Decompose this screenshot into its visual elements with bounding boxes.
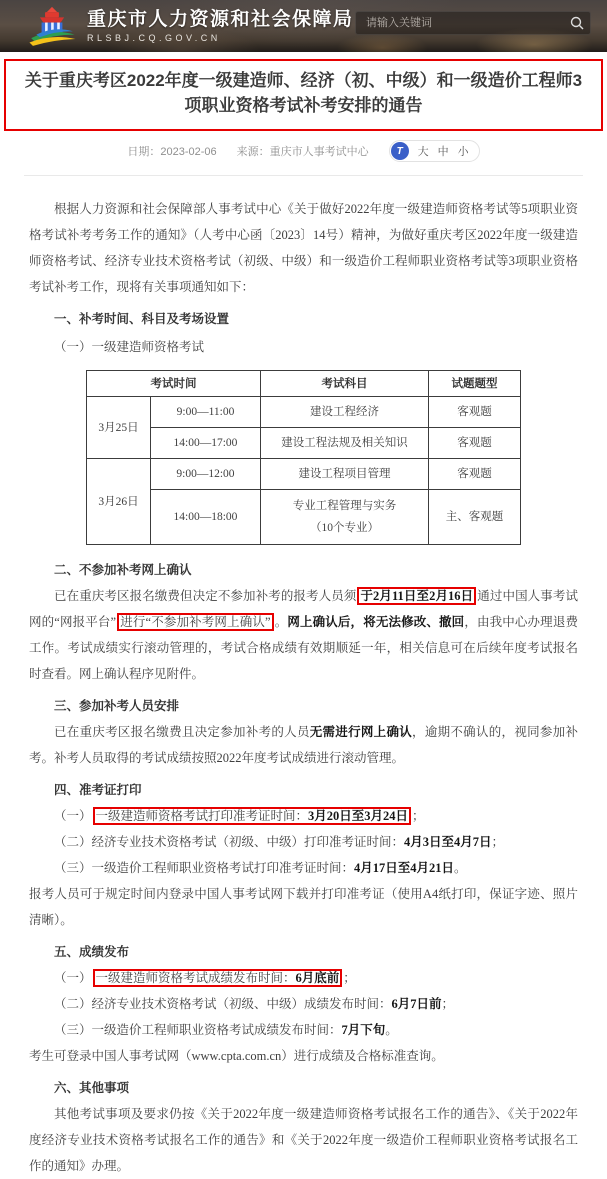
item-suffix: 。	[454, 861, 467, 875]
item-date: 4月17日至4月21日	[354, 861, 455, 875]
col-header-exam-subject: 考试科目	[261, 371, 429, 397]
table-row	[87, 490, 521, 545]
item-suffix: ；	[412, 809, 425, 823]
font-large-button[interactable]: 大	[417, 146, 429, 158]
text-segment: 已在重庆考区报名缴费且决定参加补考的人员	[54, 725, 310, 739]
item-suffix: ；	[441, 997, 455, 1011]
print-time-annotation	[93, 807, 412, 825]
question-type-cell: 客观题	[429, 397, 521, 428]
exam-subject-line2: （10个专业）	[310, 522, 379, 534]
item-text: （二）经济专业技术资格考试（初级、中级）成绩发布时间：	[54, 997, 392, 1011]
col-header-exam-time: 考试时间	[87, 371, 261, 397]
exam-time-cell: 9:00—11:00	[151, 397, 261, 428]
table-header-row	[87, 371, 521, 397]
meta-source: 来源：重庆市人事考试中心	[236, 146, 369, 158]
font-size-widget	[389, 140, 480, 162]
exam-subject-cell	[261, 490, 429, 545]
item-date: 4月3日至4月7日	[404, 835, 492, 849]
section5-note: 考生可登录中国人事考试网（www.cpta.com.cn）进行成绩及合格标准查询。	[29, 1049, 444, 1063]
table-row	[87, 428, 521, 459]
item-prefix: （一）	[54, 809, 92, 823]
item-text: 一级建造师资格考试成绩发布时间：	[95, 971, 296, 985]
exam-time-cell: 14:00—18:00	[151, 490, 261, 545]
section1-heading: 一、补考时间、科目及考场设置	[54, 312, 230, 326]
site-brand[interactable]	[26, 5, 354, 47]
bold-warning-text: 网上确认后，将无法修改、撤回	[287, 615, 465, 629]
search-input[interactable]	[355, 11, 591, 35]
score-release-annotation	[93, 969, 343, 987]
org-domain: RLSBJ.CQ.GOV.CN	[87, 33, 221, 43]
question-type-cell: 主、客观题	[429, 490, 521, 545]
item-suffix: 。	[385, 1023, 398, 1037]
item-text: 一级建造师资格考试打印准考证时间：	[95, 809, 309, 823]
item-date: 6月7日前	[391, 997, 442, 1011]
exam-subject-cell: 建设工程项目管理	[261, 459, 429, 490]
confirm-action-annotation: 进行“不参加补考网上确认”	[117, 613, 273, 631]
notice-page	[0, 59, 607, 1179]
exam-subject-cell: 建设工程经济	[261, 397, 429, 428]
meta-date: 日期：2023-02-06	[127, 146, 217, 158]
col-header-question-type: 试题题型	[429, 371, 521, 397]
section3-paragraph	[29, 719, 578, 771]
section6-heading: 六、其他事项	[54, 1081, 130, 1095]
table-row	[87, 397, 521, 428]
item-text: （二）经济专业技术资格考试（初级、中级）打印准考证时间：	[54, 835, 405, 849]
text-segment: ，由我中心办理退费工作。考试成绩实行滚动管理的，考试合格成绩有效期顺延一年，相关信息可在后续年度考试报名时查看。网上确认程序见附件。	[29, 615, 578, 681]
font-size-icon: T	[391, 142, 409, 160]
item-date: 7月下旬	[341, 1023, 386, 1037]
question-type-cell: 客观题	[429, 428, 521, 459]
exam-subject-line1: 专业工程管理与实务	[292, 500, 397, 512]
article-meta	[0, 140, 607, 162]
item-date: 3月20日至3月24日	[308, 809, 409, 823]
item-text: （三）一级造价工程师职业资格考试成绩发布时间：	[54, 1023, 342, 1037]
text-segment: 已在重庆考区报名缴费但决定不参加补考的报考人员须	[54, 589, 357, 603]
table-row	[87, 459, 521, 490]
site-banner	[0, 0, 607, 52]
search-box[interactable]	[355, 11, 591, 35]
section5-item3	[29, 1017, 578, 1043]
section4-item3	[29, 855, 578, 881]
exam-time-cell: 9:00—12:00	[151, 459, 261, 490]
item-suffix: ；	[343, 971, 356, 985]
section5-item2	[29, 991, 578, 1017]
exam-time-cell: 14:00—17:00	[151, 428, 261, 459]
text-segment: 。	[274, 615, 288, 629]
org-name: 重庆市人力资源和社会保障局	[87, 9, 354, 30]
text-segment: 通过中国人事考试网的“网报平台”	[29, 589, 578, 629]
exam-schedule-table	[86, 370, 521, 545]
page-title: 关于重庆考区2022年度一级建造师、经济（初、中级）和一级造价工程师3项职业资格考试补考安排的通告	[24, 71, 583, 115]
section5-item1	[29, 965, 578, 991]
exam-date-cell: 3月25日	[87, 397, 151, 459]
item-date: 6月底前	[295, 971, 340, 985]
question-type-cell: 客观题	[429, 459, 521, 490]
font-medium-button[interactable]: 中	[437, 146, 449, 158]
section2-paragraph	[29, 583, 578, 687]
bold-no-confirm-text: 无需进行网上确认	[309, 725, 413, 739]
intro-paragraph: 根据人力资源和社会保障部人事考试中心《关于做好2022年度一级建造师资格考试等5项职业资格考试补考考务工作的通知》（人考中心函〔2023〕14号）精神，为做好重庆考区2022年度一级建造师资格考试、经济专业技术资格考试（初级、中级）和一级造价工程师职业资格考试等3项职业资格考试补考工作，现将有关事项通知如下：	[29, 202, 578, 294]
item-text: （三）一级造价工程师职业资格考试打印准考证时间：	[54, 861, 355, 875]
font-small-button[interactable]: 小	[457, 146, 469, 158]
search-icon[interactable]	[569, 15, 585, 31]
section6-paragraph: 其他考试事项及要求仍按《关于2022年度一级建造师资格考试报名工作的通告》、《关于2022年度经济专业技术资格考试报名工作的通告》和《关于2022年度一级造价工程师职业资格考试报名工作的通知》办理。	[29, 1107, 578, 1173]
exam-date-cell: 3月26日	[87, 459, 151, 545]
confirm-window-annotation: 于2月11日至2月16日	[357, 587, 476, 605]
section4-heading: 四、准考证打印	[54, 783, 142, 797]
exam-subject-cell: 建设工程法规及相关知识	[261, 428, 429, 459]
section4-note: 报考人员可于规定时间内登录中国人事考试网下载并打印准考证（使用A4纸打印，保证字迹、照片清晰）。	[29, 887, 578, 927]
section4-item1	[29, 803, 578, 829]
item-prefix: （一）	[54, 971, 92, 985]
section5-heading: 五、成绩发布	[54, 945, 130, 959]
item-suffix: ；	[491, 835, 505, 849]
section1-subheading: （一）一级建造师资格考试	[54, 340, 205, 354]
notice-body	[0, 176, 607, 1179]
section4-item2	[29, 829, 578, 855]
title-annotation-box	[4, 59, 603, 131]
section3-heading: 三、参加补考人员安排	[54, 699, 180, 713]
text-segment: ，逾期不确认的，视同参加补考。补考人员取得的考试成绩按照2022年度考试成绩进行滚动管理。	[29, 725, 578, 765]
bureau-logo-icon	[26, 5, 78, 47]
section2-heading: 二、不参加补考网上确认	[54, 563, 192, 577]
